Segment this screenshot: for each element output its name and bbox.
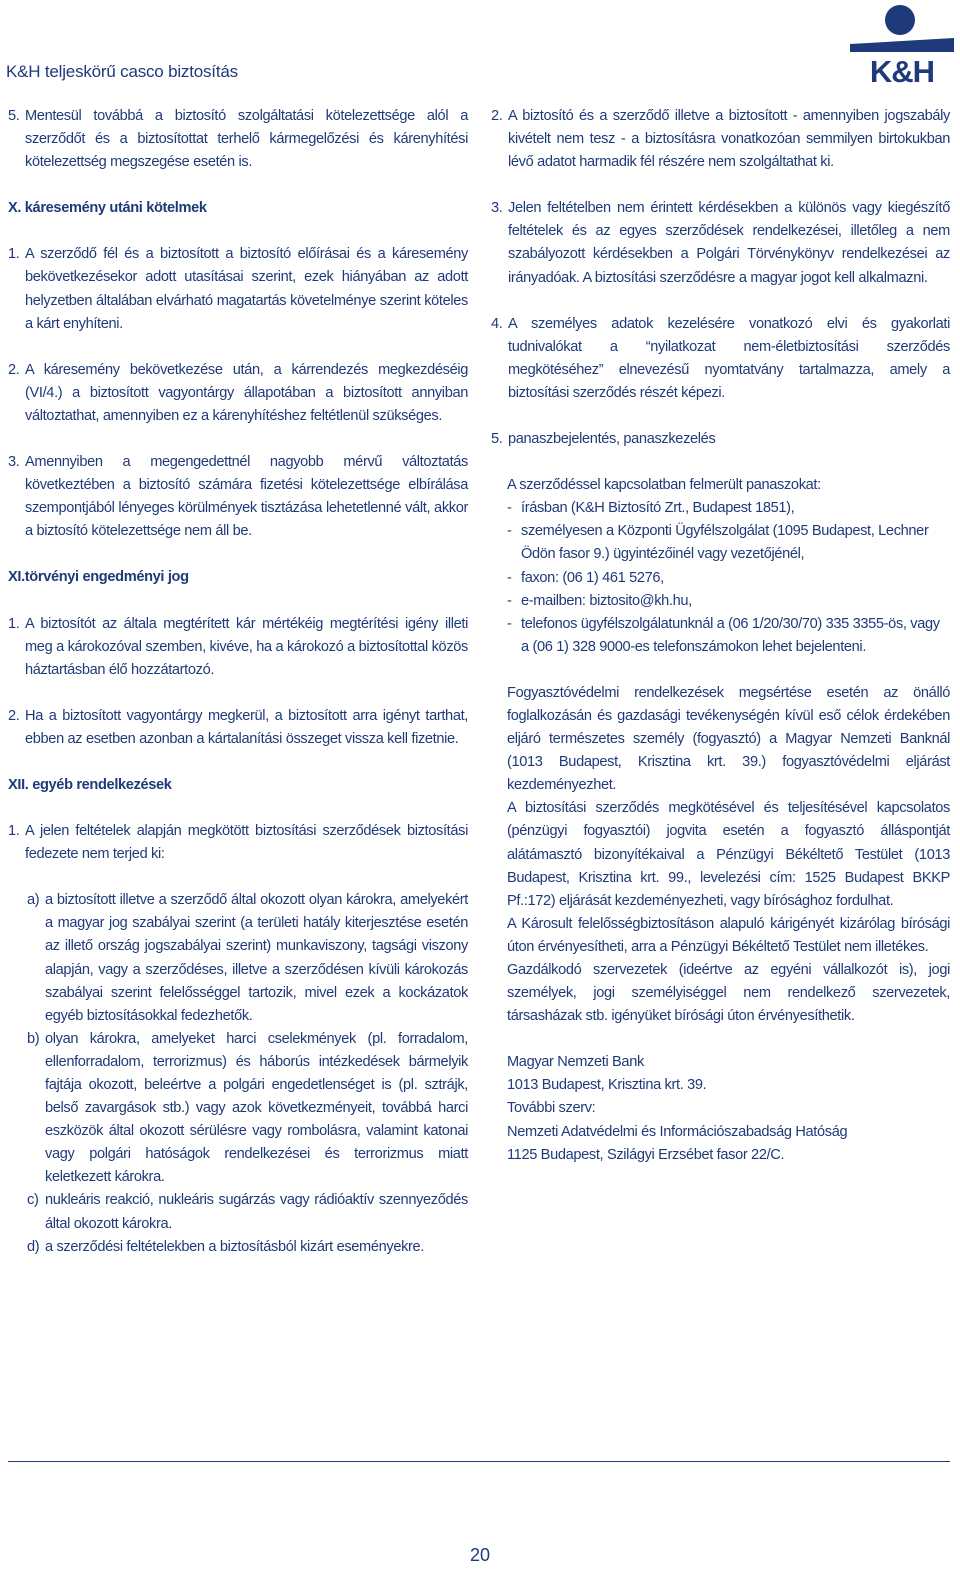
complaint-channel-fax: - faxon: (06 1) 461 5276, bbox=[507, 569, 664, 586]
section-10-item-1: 1. A szerződő fél és a biztosított a biztosító előírásai és a káresemény bekövetkezésekor adott utasításai szerint, ezek hiányában az adott helyzetben általában elvárható magatartás követelménye szerint köteles a kárt enyhíteni. bbox=[8, 246, 468, 332]
section-12-item-1: 1. A jelen feltételek alapján megkötött biztosítási szerződések biztosítási fedezete nem terjed ki: bbox=[8, 823, 468, 863]
section-12-item-4: 4. A személyes adatok kezelésére vonatkozó elvi és gyakorlati tudnivalókat a “nyilatkozat nem-életbiztosítási szerződés megkötéséhez” elnevezésű nyomtatvány tartalmazza, amely a biztosítási szerződés részét képezi. bbox=[491, 315, 950, 401]
naih-name: Nemzeti Adatvédelmi és Információszabadság Hatóság bbox=[507, 1123, 848, 1140]
exclusion-d: d) a szerződési feltételekben a biztosításból kizárt eseményekre. bbox=[27, 1238, 425, 1255]
section-11-item-1: 1. A biztosítót az általa megtérített kár mértékéig megtérítési igény illeti meg a károkozóval szemben, kivéve, ha a károkozó a biztosítottal közös háztartásban élő hozzátartozó. bbox=[8, 615, 468, 678]
consumer-protection-paragraph-1: Fogyasztóvédelmi rendelkezések megsértése esetén az önálló foglalkozásán és gazdasági tevékenységén kívül eső célok érdekében eljáró természetes személy (fogyasztó) a Magyar Nemzeti Banknál (1013 Budapest, Krisztina krt. 39.) fogyasztóvédelmi eljárást kezdeményezhet. bbox=[507, 684, 950, 794]
complaint-channel-written: - írásban (K&H Biztosító Zrt., Budapest 1851), bbox=[507, 500, 795, 517]
right-column bbox=[491, 105, 950, 1167]
consumer-protection-paragraph-2: A biztosítási szerződés megkötésével és teljesítésével kapcsolatos (pénzügyi fogyasztói) jogvita esetén a fogyasztó álláspontját alátámasztó bizonyítékaival a Pénzügyi Békéltető Testület (1013 Budapest, Krisztina krt. 99., levelezési cím: 1525 Budapest BKKP Pf.:172) eljárását kezdeményezheti, vagy bírósághoz fordulhat. bbox=[507, 800, 950, 909]
section-10-item-2: 2. A káresemény bekövetkezése után, a kárrendezés megkezdéséig (VI/4.) a biztosított vagyontárgy állapotában a biztosított annyiban változtathat, amennyiben ez a kárenyhítéshez feltétlenül szükséges. bbox=[8, 361, 468, 424]
footer-divider bbox=[8, 1461, 950, 1462]
exclusion-a: a) a biztosított illetve a szerződő által okozott olyan károkra, amelyekért a magyar jog szabályai szerint (a területi hatály kiterjesztése esetén az illető ország jogszabályai szerint) munkaviszony, tagsági viszony alapján, vagy a szerződéses, illetve a szerződésen kívüli károkozás szabályai szerint felelősséggel tartozik, mivel ezek a kockázatok egyéb biztosításokkal fedezhetők. bbox=[27, 892, 468, 1024]
section-10-item-3: 3. Amennyiben a megengedettnél nagyobb mérvű változtatás következtében a biztosító számára fizetési kötelezettsége elbírálása szempontjából lényeges körülmények tisztázása lehetetlenné vált, akkor a biztosító kötelezettsége nem áll be. bbox=[8, 454, 468, 540]
section-10-heading: X. káresemény utáni kötelmek bbox=[8, 200, 207, 217]
document-title: K&H teljeskörű casco biztosítás bbox=[6, 62, 238, 81]
other-authority-label: További szerv: bbox=[507, 1100, 596, 1117]
section-12-item-3: 3. Jelen feltételben nem érintett kérdésekben a különös vagy kiegészítő feltételek és az egyes szerződések rendelkezései, illetőleg a nem szabályozott kérdésekben a Polgári Törvénykönyv rendelkezései az irányadóak. A biztosítási szerződésre a magyar jogot kell alkalmazni. bbox=[491, 200, 950, 286]
exclusion-c: c) nukleáris reakció, nukleáris sugárzás vagy rádióaktív szennyeződés által okozott károkra. bbox=[27, 1192, 468, 1232]
mnb-address: 1013 Budapest, Krisztina krt. 39. bbox=[507, 1077, 707, 1094]
kh-logo bbox=[850, 2, 954, 86]
complaint-channel-email: - e-mailben: biztosito@kh.hu, bbox=[507, 592, 692, 609]
naih-address: 1125 Budapest, Szilágyi Erzsébet fasor 22/C. bbox=[507, 1146, 785, 1163]
complaint-channel-personal: - személyesen a Központi Ügyfélszolgálat (1095 Budapest, Lechner Ödön fasor 9.) ügyintézőinél vagy vezetőjénél, bbox=[507, 523, 929, 563]
section-11-item-2: 2. Ha a biztosított vagyontárgy megkerül, a biztosított arra igényt tarthat, ebben az esetben azonban a kártalanítási összeget vissza kell fizetnie. bbox=[8, 707, 468, 747]
section-11-heading: XI.törvényi engedményi jog bbox=[8, 569, 189, 586]
exclusion-b: b) olyan károkra, amelyeket harci cselekmények (pl. forradalom, ellenforradalom, terrorizmus) és háborús intézkedések bármelyik fajtája okozott, beleértve a polgári engedetlenséget is (pl. sztrájk, belső zavargások stb.) vagy azok következményeit, továbbá harci eszközök által okozott sérülésre vagy rombolásra, valamint katonai vagy polgári hatóságok rendelkezései és terrorizmus miatt keletkezett károkra. bbox=[27, 1030, 468, 1186]
consumer-protection-paragraph-3: A Károsult felelősségbiztosításon alapuló kárigényét kizárólag bírósági úton érvényesítheti, arra a Pénzügyi Békéltető Testület nem illetékes. bbox=[507, 915, 950, 955]
section-12-heading: XII. egyéb rendelkezések bbox=[8, 776, 172, 793]
complaint-channel-phone: - telefonos ügyfélszolgálatunknál a (06 1/20/30/70) 335 3355-ös, vagy a (06 1) 328 9000-es telefonszámokon lehet bejelenteni. bbox=[507, 615, 940, 655]
section-12-item-2: 2. A biztosító és a szerződő illetve a biztosított - amennyiben jogszabály kivételt nem tesz - a biztosításra vonatkozóan semmilyen birtokukban lévő adatot harmadik fél részére nem szolgáltathat ki. bbox=[491, 108, 950, 171]
left-column bbox=[8, 105, 468, 1259]
complaint-intro: A szerződéssel kapcsolatban felmerült panaszokat: bbox=[507, 477, 821, 494]
mnb-name: Magyar Nemzeti Bank bbox=[507, 1054, 644, 1071]
page-number: 20 bbox=[469, 1545, 491, 1565]
svg-text:K&H: K&H bbox=[869, 54, 935, 86]
consumer-protection-paragraph-4: Gazdálkodó szervezetek (ideértve az egyéni vállalkozót is), jogi személyek, jogi személyiséggel nem rendelkező szervezetek, társasházak stb. igényüket bírósági úton érvényesíthetik. bbox=[507, 962, 950, 1025]
section-9-item-5: 5. Mentesül továbbá a biztosító szolgáltatási kötelezettsége alól a szerződőt és a biztosítottat terhelő kármegelőzési és kárenyhítési kötelezettség megszegése esetén is. bbox=[8, 108, 468, 171]
section-12-item-5: 5. panaszbejelentés, panaszkezelés bbox=[491, 431, 716, 448]
